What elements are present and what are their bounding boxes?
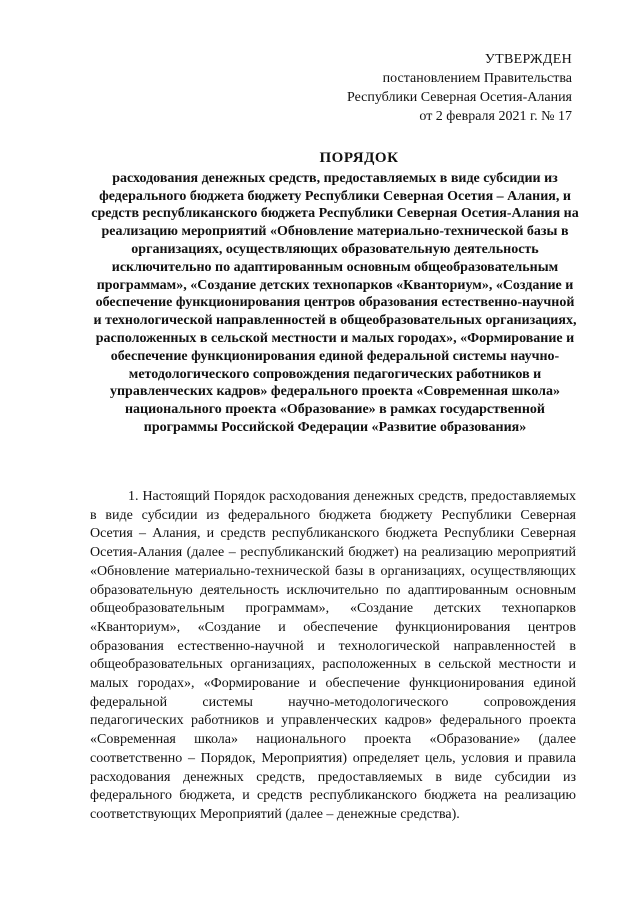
approval-authority: постановлением Правительства: [382, 71, 572, 86]
body-paragraph-1: 1. Настоящий Порядок расходования денежных средств, предоставляемых в виде субсидии из федерального бюджета бюджету Республики Северная Осетия – Алания, и средств республиканского бюджета Республики Северная Осетия-Алания (далее – республиканский бюджет) на реализацию мероприятий «Обновление материально-технической базы в организациях, осуществляющих образовательную деятельность исключительно по адаптированным основным общеобразовательным программам», «Создание детских технопарков «Кванториум», «Создание и обеспечение функционирования центров образования естественно-научной и технологической направленностей в общеобразовательных организациях, расположенных в сельской местности и малых городах», «Формирование и обеспечение функционирования единой федеральной системы научно-методологического сопровождения педагогических работников и управленческих кадров» федерального проекта «Современная школа» национального проекта «Образование» (далее соответственно – Порядок, Мероприятия) определяет цель, условия и правила расходования денежных средств, предоставляемых в виде субсидии из федерального бюджета, и средств республиканского бюджета на реализацию соответствующих Мероприятий (далее – денежные средства).: [90, 489, 576, 822]
approval-status: УТВЕРЖДЕН: [484, 52, 572, 67]
document-subject: расходования денежных средств, предоставляемых в виде субсидии из федерального бюджета бюджету Республики Северная Осетия – Алания, и средств республиканского бюджета Республики Северная Осетия-Алания на реализацию мероприятий «Обновление материально-технической базы в организациях, осуществляющих образовательную деятельность исключительно по адаптированным основным общеобразовательным программам», «Создание детских технопарков «Кванториум», «Создание и обеспечение функционирования центров образования естественно-научной и технологической направленностей в общеобразовательных организациях, расположенных в сельской местности и малых городах», «Формирование и обеспечение функционирования единой федеральной системы научно-методологического сопровождения педагогических работников и управленческих кадров» федерального проекта «Современная школа» национального проекта «Образование» в рамках государственной программы Российской Федерации «Развитие образования»: [91, 170, 579, 435]
approval-date-number: от 2 февраля 2021 г. № 17: [419, 109, 572, 124]
document-title: ПОРЯДОК: [319, 150, 399, 166]
approval-stamp: [347, 50, 572, 126]
approval-republic: Республики Северная Осетия-Алания: [347, 90, 572, 105]
document-heading: [90, 150, 580, 437]
